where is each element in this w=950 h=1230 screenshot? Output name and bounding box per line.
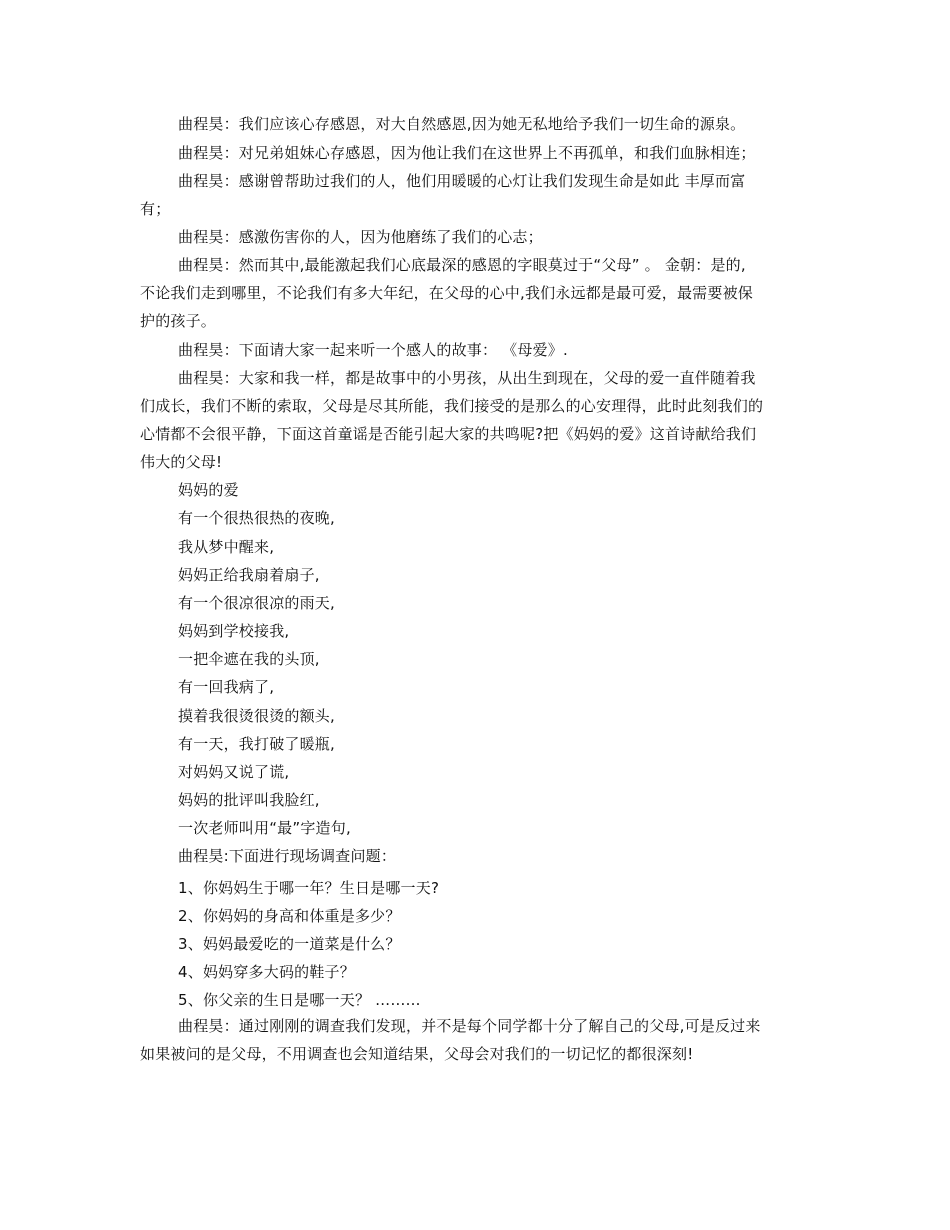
poem-line: 一次老师叫用“最”字造句,	[178, 819, 351, 837]
text-line: 护的孩子。	[140, 312, 217, 330]
text-line: 曲程昊：我们应该心存感恩，对大自然感恩,因为她无私地给予我们一切生命的源泉。	[178, 115, 746, 133]
text-line: 曲程昊：对兄弟姐妹心存感恩，因为他让我们在这世界上不再孤单，和我们血脉相连；	[178, 144, 756, 162]
text-line: 曲程昊：下面请大家一起来听一个感人的故事： 《母爱》.	[178, 341, 568, 359]
text-line: 曲程昊：然而其中,最能激起我们心底最深的感恩的字眼莫过于“父母” 。 金朝：是的,	[178, 256, 746, 274]
survey-question: 1、你妈妈生于哪一年？生日是哪一天?	[178, 879, 440, 897]
poem-line: 有一个很热很热的夜晚,	[178, 509, 335, 527]
text-line: 曲程昊：感激伤害你的人，因为他磨练了我们的心志；	[178, 228, 543, 246]
text-line: 如果被问的是父母，不用调查也会知道结果，父母会对我们的一切记忆的都很深刻!	[140, 1045, 694, 1063]
text-line: 曲程昊：通过刚刚的调查我们发现，并不是每个同学都十分了解自己的父母,可是反过来	[178, 1017, 761, 1035]
text-line: 不论我们走到哪里，不论我们有多大年纪，在父母的心中,我们永远都是最可爱，最需要被保	[140, 284, 753, 302]
text-line: 曲程昊：大家和我一样，都是故事中的小男孩，从出生到现在，父母的爱一直伴随着我	[178, 369, 756, 387]
survey-question: 4、妈妈穿多大码的鞋子？	[178, 963, 355, 981]
survey-question: 5、你父亲的生日是哪一天？ ………	[178, 991, 421, 1009]
poem-line: 对妈妈又说了谎,	[178, 763, 290, 781]
survey-question: 2、你妈妈的身高和体重是多少？	[178, 907, 401, 925]
poem-line: 妈妈的批评叫我脸红,	[178, 791, 320, 809]
poem-line: 有一个很凉很凉的雨天,	[178, 594, 335, 612]
poem-line: 妈妈正给我扇着扇子,	[178, 566, 320, 584]
survey-question: 3、妈妈最爱吃的一道菜是什么？	[178, 935, 401, 953]
text-line: 心情都不会很平静，下面这首童谣是否能引起大家的共鸣呢?把《妈妈的爱》这首诗献给我们	[140, 425, 757, 443]
text-line: 曲程昊:下面进行现场调查问题：	[178, 847, 397, 865]
text-line: 们成长，我们不断的索取，父母是尽其所能，我们接受的是那么的心安理得，此时此刻我们的	[140, 397, 764, 415]
poem-line: 有一天，我打破了暖瓶,	[178, 735, 335, 753]
text-line: 伟大的父母!	[140, 453, 223, 471]
poem-title: 妈妈的爱	[178, 481, 239, 499]
poem-line: 妈妈到学校接我,	[178, 622, 290, 640]
poem-line: 有一回我病了,	[178, 678, 275, 696]
poem-line: 摸着我很烫很烫的额头,	[178, 707, 335, 725]
poem-line: 一把伞遮在我的头顶,	[178, 650, 320, 668]
poem-line: 我从梦中醒来,	[178, 538, 275, 556]
text-line: 曲程昊：感谢曾帮助过我们的人，他们用暖暖的心灯让我们发现生命是如此 丰厚而富	[178, 172, 746, 190]
text-line: 有；	[140, 200, 171, 218]
